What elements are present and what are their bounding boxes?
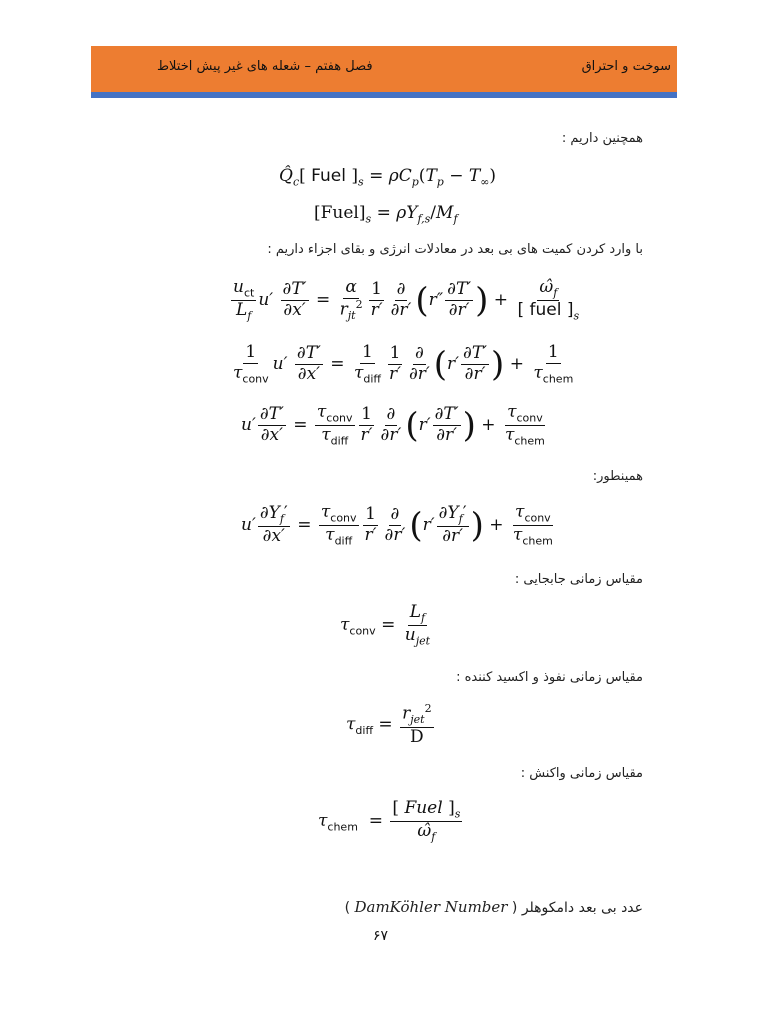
chapter-title: فصل هفتم – شعله های غیر پیش اختلاط	[157, 59, 373, 74]
damkohler-name: DamKöhler Number	[354, 898, 508, 916]
para-damkohler	[345, 898, 643, 916]
equation-energy-nondim-1: $\frac{u_{ct}}{L_f}$ u′ $\frac{\partial T'}{\partial x'}$ = $\frac{\alpha}{r_{jt}^2}$ $\frac{1}{r'}$ $\frac{\partial}{\partial r'}$ (r″ $\frac{\partial T'}{\partial r'}$ ) + $\frac{\omegâ_f}{[ fuel ]_s}$	[233, 277, 580, 323]
para-conv-scale: مقیاس زمانی جابجایی :	[514, 572, 643, 587]
page-number: ۶۷	[373, 928, 389, 944]
equation-species-nondim: u′ $\frac{\partial Y_f'}{\partial x'}$ = $\frac{\tau_{conv}}{\tau_{diff}}$ $\frac{1}{r'}$ $\frac{\partial}{\partial r'}$ (r′ $\frac{\partial Y_f'}{\partial r'}$ ) + $\frac{\tau_{conv}}{\tau_{chem}}$	[241, 502, 553, 548]
para-also-we-have: همچنین داریم :	[561, 131, 643, 146]
equation-fuel-concentration: $[Fuel]_s = \rho Y_{f,s}/M_f$	[314, 203, 458, 226]
equation-tau-chem: $\tau_{chem}$ = $\frac{[ Fuel ]_s}{\omegâ_f}$	[318, 798, 461, 844]
equation-energy-nondim-2: $\frac{1}{\tau_{conv}}$ u′ $\frac{\partial T'}{\partial x'}$ = $\frac{1}{\tau_{diff}}$ $\frac{1}{r'}$ $\frac{\partial}{\partial r'}$ (r′ $\frac{\partial T'}{\partial r'}$ ) + $\frac{1}{\tau_{chem}}$	[233, 342, 574, 385]
equation-tau-diff: $\tau_{diff}$ = $\frac{r_{jet}^2}{D}$	[346, 702, 432, 747]
page-header	[91, 46, 677, 92]
para-substitution: با وارد کردن کمیت های بی بعد در معادلات انرژی و بقای اجزاء داریم :	[267, 242, 643, 257]
para-chem-scale: مقیاس زمانی واکنش :	[520, 766, 643, 781]
equation-energy-nondim-3: u′ $\frac{\partial T'}{\partial x'}$ = $\frac{\tau_{conv}}{\tau_{diff}}$ $\frac{1}{r'}$ $\frac{\partial}{\partial r'}$ (r′ $\frac{\partial T'}{\partial r'}$ ) + $\frac{\tau_{conv}}{\tau_{chem}}$	[241, 402, 545, 448]
header-underline	[91, 92, 677, 98]
equation-tau-conv: $\tau_{conv}$ = $\frac{L_f}{u_{jet}}$	[340, 602, 431, 648]
equation-heat-release: $Q̂_c$[ Fuel ]$_s = \rho C_p(T_p - T_\infty)$	[279, 166, 497, 189]
para-likewise: همینطور:	[592, 469, 643, 484]
book-title: سوخت و احتراق	[581, 59, 671, 74]
damkohler-close: )	[344, 900, 351, 916]
para-diff-scale: مقیاس زمانی نفوذ و اکسید کننده :	[456, 670, 643, 685]
damkohler-label: عدد بی بعد دامکوهلر (	[511, 900, 643, 916]
